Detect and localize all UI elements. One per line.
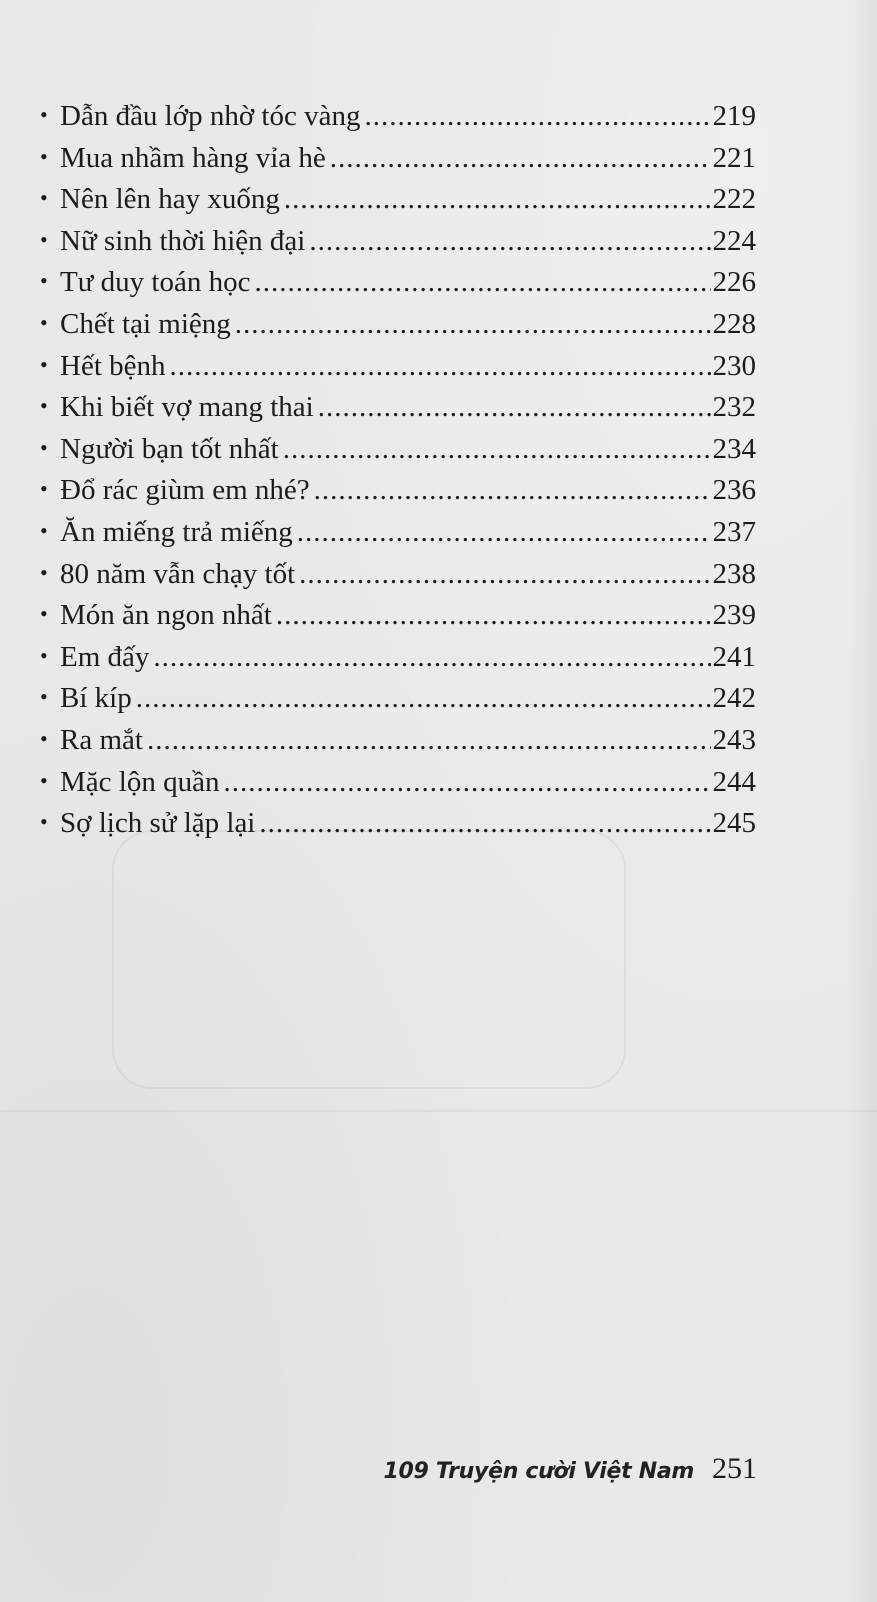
dot-leader — [364, 96, 710, 138]
dot-leader — [318, 387, 711, 429]
toc-entry — [40, 678, 756, 720]
entry-page-number: 222 — [712, 183, 756, 216]
dot-leader — [147, 720, 711, 762]
table-of-contents — [40, 96, 756, 845]
entry-title: Sợ lịch sử lặp lại — [60, 807, 256, 840]
bullet-icon: • — [40, 309, 48, 335]
toc-entry — [40, 346, 756, 388]
entry-page-number: 237 — [712, 515, 756, 548]
toc-entry — [40, 554, 756, 596]
entry-title: Ăn miếng trả miếng — [60, 515, 293, 548]
toc-entry — [40, 720, 756, 762]
entry-title: Đổ rác giùm em nhé? — [60, 474, 310, 507]
bullet-icon: • — [40, 476, 48, 502]
entry-title: Nữ sinh thời hiện đại — [60, 224, 306, 257]
toc-entry — [40, 470, 756, 512]
dot-leader — [297, 512, 711, 554]
bullet-icon: • — [40, 684, 48, 710]
entry-title: Dẫn đầu lớp nhờ tóc vàng — [60, 100, 361, 132]
entry-page-number: 219 — [712, 100, 756, 132]
bullet-icon: • — [40, 185, 48, 211]
toc-entry — [40, 512, 756, 554]
bullet-icon: • — [40, 725, 48, 751]
entry-title: Bí kíp — [60, 682, 132, 715]
entry-page-number: 243 — [712, 723, 756, 756]
bullet-icon: • — [40, 351, 48, 377]
toc-entry — [40, 637, 756, 679]
toc-entry — [40, 762, 756, 804]
bullet-icon: • — [40, 559, 48, 585]
entry-page-number: 244 — [712, 765, 756, 798]
bullet-icon: • — [40, 102, 48, 127]
entry-title: 80 năm vẫn chạy tốt — [60, 557, 296, 590]
entry-page-number: 241 — [712, 640, 756, 673]
entry-page-number: 236 — [712, 474, 756, 507]
entry-page-number: 242 — [712, 682, 756, 715]
toc-entry — [40, 262, 756, 304]
dot-leader — [284, 179, 711, 221]
dot-leader — [254, 262, 710, 304]
toc-entry — [40, 221, 756, 263]
entry-title: Tư duy toán học — [60, 266, 251, 299]
toc-entry — [40, 387, 756, 429]
page-footer — [383, 1452, 757, 1486]
bullet-icon: • — [40, 517, 48, 543]
entry-title: Ra mắt — [60, 723, 143, 756]
dot-leader — [136, 678, 711, 720]
entry-page-number: 226 — [712, 266, 756, 299]
entry-title: Hết bệnh — [60, 349, 166, 382]
entry-page-number: 234 — [712, 432, 756, 465]
entry-page-number: 245 — [712, 807, 756, 840]
dot-leader — [330, 138, 711, 180]
entry-page-number: 228 — [712, 307, 756, 340]
entry-title: Khi biết vợ mang thai — [60, 391, 314, 424]
entry-page-number: 230 — [712, 349, 756, 382]
bullet-icon: • — [40, 434, 48, 460]
entry-title: Mua nhầm hàng vỉa hè — [60, 141, 326, 174]
page-edge-shadow — [847, 0, 877, 1602]
dot-leader — [276, 595, 711, 637]
entry-title: Món ăn ngon nhất — [60, 599, 272, 632]
entry-page-number: 221 — [712, 141, 756, 174]
bullet-icon: • — [40, 809, 48, 835]
bullet-icon: • — [40, 143, 48, 169]
page-number: 251 — [712, 1452, 757, 1485]
entry-page-number: 239 — [712, 599, 756, 632]
dot-leader — [309, 221, 710, 263]
dot-leader — [283, 429, 711, 471]
entry-page-number: 232 — [712, 391, 756, 424]
dot-leader — [153, 637, 710, 679]
dot-leader — [235, 304, 711, 346]
bullet-icon: • — [40, 226, 48, 252]
running-book-title: 109 Truyện cười Việt Nam — [383, 1459, 694, 1484]
dot-leader — [223, 762, 710, 804]
toc-entry — [40, 429, 756, 471]
dot-leader — [314, 470, 711, 512]
dot-leader — [259, 803, 710, 845]
entry-title: Người bạn tốt nhất — [60, 432, 279, 465]
bullet-icon: • — [40, 642, 48, 668]
show-through-rule — [0, 1110, 877, 1112]
toc-entry — [40, 595, 756, 637]
entry-title: Chết tại miệng — [60, 307, 231, 340]
bullet-icon: • — [40, 268, 48, 294]
toc-entry — [40, 304, 756, 346]
entry-page-number: 238 — [712, 557, 756, 590]
bullet-icon: • — [40, 601, 48, 627]
bullet-icon: • — [40, 767, 48, 793]
toc-entry — [40, 96, 756, 138]
show-through-box — [112, 830, 626, 1089]
toc-entry — [40, 803, 756, 845]
entry-title: Em đấy — [60, 640, 150, 673]
toc-entry — [40, 179, 756, 221]
entry-page-number: 224 — [712, 224, 756, 257]
dot-leader — [170, 346, 711, 388]
entry-title: Mặc lộn quần — [60, 765, 220, 798]
toc-entry — [40, 138, 756, 180]
entry-title: Nên lên hay xuống — [60, 183, 280, 216]
bullet-icon: • — [40, 393, 48, 419]
dot-leader — [299, 554, 710, 596]
